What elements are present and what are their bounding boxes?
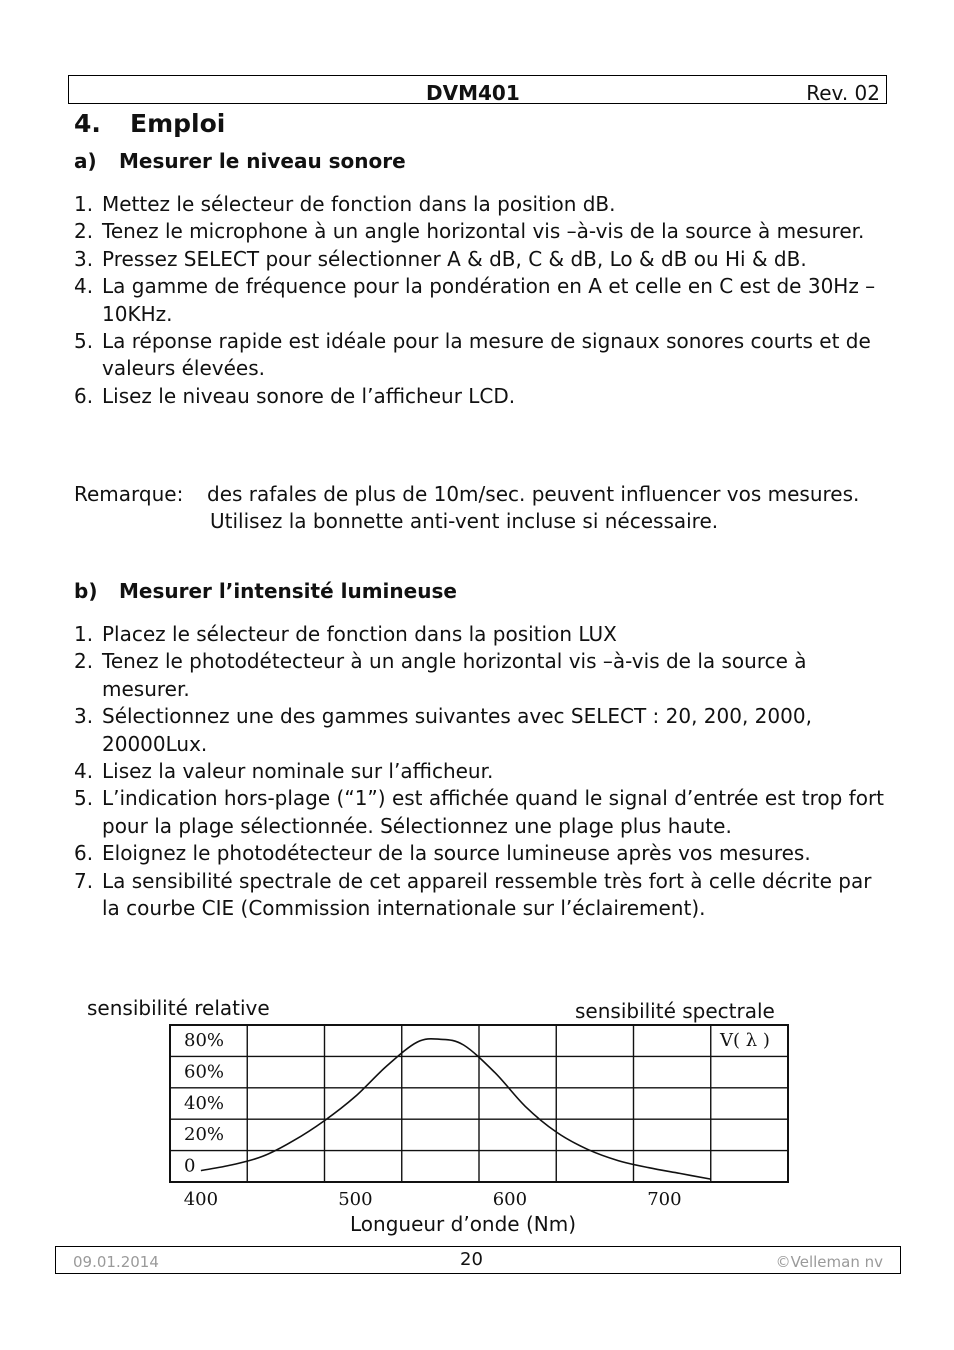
subsection-a-heading <box>74 149 406 173</box>
list-item: 2. Tenez le microphone à un angle horizontal vis –à-vis de la source à mesurer. <box>74 219 865 244</box>
y-tick-label: 80% <box>184 1030 225 1051</box>
remark <box>74 481 889 536</box>
list-item: 3. Sélectionnez une des gammes suivantes avec SELECT : 20, 200, 2000, 20000Lux. <box>74 704 812 756</box>
light-steps-list <box>74 621 889 922</box>
x-tick-label: 500 <box>338 1189 373 1210</box>
subsection-a-title: Mesurer le niveau sonore <box>119 149 406 173</box>
subsection-b-title: Mesurer l’intensité lumineuse <box>119 579 457 603</box>
spectral-sensitivity-chart <box>160 1015 800 1215</box>
chart-left-label: sensibilité relative <box>87 996 270 1020</box>
list-item: 5. La réponse rapide est idéale pour la mesure de signaux sonores courts et de valeurs élevées. <box>74 329 871 381</box>
list-item: 1. Mettez le sélecteur de fonction dans la position dB. <box>74 192 616 216</box>
chart-right-label: sensibilité spectrale <box>575 999 775 1023</box>
page-header <box>68 75 887 104</box>
list-item: 6. Lisez le niveau sonore de l’afficheur LCD. <box>74 383 516 408</box>
section-heading <box>74 109 225 138</box>
x-tick-labels <box>184 1189 682 1210</box>
footer-date: 09.01.2014 <box>73 1253 159 1271</box>
subsection-b-heading <box>74 579 457 603</box>
x-tick-label: 600 <box>492 1189 528 1210</box>
subsection-a-label: a) <box>74 149 97 173</box>
page-number: 20 <box>460 1249 483 1270</box>
y-tick-label: 0 <box>184 1155 196 1177</box>
subsection-b-label: b) <box>74 579 98 603</box>
chart-legend: V( λ ) <box>720 1030 770 1051</box>
x-tick-label: 700 <box>647 1189 682 1210</box>
list-item: 4. Lisez la valeur nominale sur l’afficheur. <box>74 759 494 784</box>
y-tick-label: 20% <box>184 1124 225 1146</box>
list-item: 7. La sensibilité spectrale de cet appareil ressemble très fort à celle décrite par la courbe CIE (Commission internationale sur l’éclairement). <box>74 868 872 921</box>
list-item: 6. Eloignez le photodétecteur de la source lumineuse après vos mesures. <box>74 841 811 866</box>
list-item: 5. L’indication hors-plage (“1”) est affichée quand le signal d’entrée est trop fort pour la plage sélectionnée. Sélectionnez une plage plus haute. <box>74 786 885 838</box>
chart-x-axis-label: Longueur d’onde (Nm) <box>350 1212 577 1236</box>
list-item: 1. Placez le sélecteur de fonction dans la position LUX <box>74 622 617 646</box>
section-title: Emploi <box>130 109 226 138</box>
section-number: 4. <box>74 109 101 138</box>
list-item: 2. Tenez le photodétecteur à un angle horizontal vis –à-vis de la source à mesurer. <box>74 649 807 701</box>
model-name: DVM401 <box>426 81 520 105</box>
sensitivity-curve <box>201 1039 711 1179</box>
footer-copyright: ©Velleman nv <box>775 1253 883 1271</box>
list-item: 3. Pressez SELECT pour sélectionner A & dB, C & dB, Lo & dB ou Hi & dB. <box>74 246 807 271</box>
y-tick-labels <box>184 1030 224 1177</box>
remark-label: Remarque: <box>74 482 184 506</box>
remark-text: des rafales de plus de 10m/sec. peuvent influencer vos mesures. Utilisez la bonnette anti-vent incluse si nécessaire. <box>207 482 860 534</box>
y-tick-label: 60% <box>184 1061 225 1083</box>
x-tick-label: 400 <box>183 1189 219 1210</box>
page-footer <box>55 1246 901 1274</box>
list-item: 4. La gamme de fréquence pour la pondération en A et celle en C est de 30Hz – 10KHz. <box>74 274 876 326</box>
y-tick-label: 40% <box>184 1092 225 1114</box>
chart-grid <box>170 1025 788 1182</box>
sound-steps-list <box>74 191 889 410</box>
revision: Rev. 02 <box>806 81 880 105</box>
